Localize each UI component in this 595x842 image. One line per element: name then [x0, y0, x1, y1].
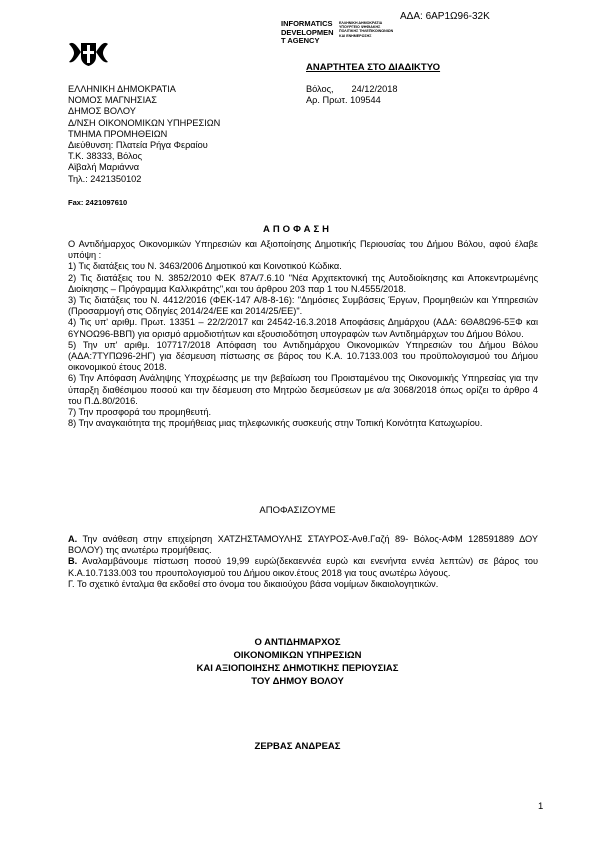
- document-title: ΑΠΟΦΑΣΗ: [262, 224, 333, 235]
- header-line: Αϊβαλή Μαριάννα: [68, 162, 140, 173]
- sender-address-block: [68, 84, 220, 185]
- consideration-item: 5) Την υπ' αριθμ. 107717/2018 Απόφαση του Αντιδημάρχου Οικονομικών Υπηρεσιών του Δήμου Βόλου (ΑΔΑ:7ΤΥΠΩ96-2ΗΓ) για δέσμευση πίστωσης σε βάρος του Κ.Α. 10.7133.003 του προϋπολογισμού του Δήμου οικονομικού έτους 2018.: [68, 339, 538, 373]
- intro-paragraph: Ο Αντιδήμαρχος Οικονομικών Υπηρεσιών και Αξιοποίησης Δημοτικής Περιουσίας του Δήμου Βόλου, αφού έλαβε υπόψη :: [68, 239, 538, 261]
- header-line: ΤΜΗΜΑ ΠΡΟΜΗΘΕΙΩΝ: [68, 128, 168, 139]
- document-date: Βόλος, 24/12/2018: [306, 84, 398, 94]
- consideration-item: 2) Τις διατάξεις του Ν. 3852/2010 ΦΕΚ 87Α/7.6.10 "Νέα Αρχιτεκτονική της Αυτοδιοίκησης και Αποκεντρωμένης Διοίκησης – Πρόγραμμα Καλλικράτης",και του άρθρου 203 παρ 1 του Ν.4555/2018.: [68, 272, 538, 294]
- header-line: Τ.Κ. 38333, Βόλος: [68, 151, 143, 162]
- consideration-item: 1) Τις διατάξεις του Ν. 3463/2006 Δημοτικού και Κοινοτικού Κώδικα.: [68, 261, 342, 272]
- signer-name: ΖΕΡΒΑΣ ΑΝΔΡΕΑΣ: [254, 741, 341, 752]
- protocol-number: Αρ. Πρωτ. 109544: [306, 95, 381, 106]
- header-line: Τηλ.: 2421350102: [68, 173, 142, 184]
- informatics-agency-logo: INFORMATICS DEVELOPMEN T AGENCY: [281, 19, 334, 45]
- signature-line: ΚΑΙ ΑΞΙΟΠΟΙΗΣΗΣ ΔΗΜΟΤΙΚΗΣ ΠΕΡΙΟΥΣΙΑΣ: [196, 663, 399, 674]
- considerations-section: [68, 239, 538, 429]
- consideration-item: 3) Τις διατάξεις του Ν. 4412/2016 (ΦΕΚ-147 Α/8-8-16): "Δημόσιες Συμβάσεις Έργων, Προμηθειών και Υπηρεσιών (Προσαρμογή στις Οδηγίες 2014/24/ΕΕ και 2014/25/ΕΕ)".: [68, 295, 538, 317]
- greek-emblem-icon: [66, 38, 111, 68]
- agency-logo-subtext: ΕΛΛΗΝΙΚΗ ΔΗΜΟΚΡΑΤΙΑ ΥΠΟΥΡΓΕΙΟ ΨΗΦΙΑΚΗΣ ΠΟΛΙΤΙΚΗΣ ΤΗΛΕΠΙΚΟΙΝΩΝΙΩΝ ΚΑΙ ΕΝΗΜΕΡΩΣΗΣ: [339, 21, 394, 38]
- signature-line: ΤΟΥ ΔΗΜΟΥ ΒΟΛΟΥ: [251, 676, 344, 687]
- header-line: Δ/ΝΣΗ ΟΙΚΟΝΟΜΙΚΩΝ ΥΠΗΡΕΣΙΩΝ: [68, 117, 221, 128]
- date-protocol-block: [306, 84, 397, 106]
- signature-block: [0, 636, 595, 688]
- decision-c: Γ. Το σχετικό ένταλμα θα εκδοθεί στο όνομα του δικαιούχου βάσα νομίμων δικαιολογητικών.: [68, 578, 439, 589]
- consideration-item: 8) Την αναγκαιότητα της προμήθειας μιας τηλεφωνικής συσκευής στην Τοπική Κοινότητα Κατωχωρίου.: [68, 418, 483, 429]
- signature-line: ΟΙΚΟΝΟΜΙΚΩΝ ΥΠΗΡΕΣΙΩΝ: [233, 650, 362, 661]
- decision-b: Β. Αναλαμβάνουμε πίστωση ποσού 19,99 ευρώ(δεκαεννέα ευρώ και ενενήντα εννέα λεπτών) σε βάρος του Κ.Α.10.7133.003 του προυπολογισμού του Δήμου οικον.έτους 2018 για τους ανωτέρω λόγους.: [68, 556, 538, 578]
- header-line: Διεύθυνση: Πλατεία Ρήγα Φεραίου: [68, 140, 208, 151]
- header-line: ΔΗΜΟΣ ΒΟΛΟΥ: [68, 106, 136, 117]
- consideration-item: 7) Την προσφορά του προμηθευτή.: [68, 407, 212, 418]
- decision-heading: ΑΠΟΦΑΣΙΖΟΥΜΕ: [259, 505, 336, 516]
- header-line: ΕΛΛΗΝΙΚΗ ΔΗΜΟΚΡΑΤΙΑ: [68, 84, 176, 94]
- fax-number: Fax: 2421097610: [68, 198, 128, 207]
- header-line: ΝΟΜΟΣ ΜΑΓΝΗΣΙΑΣ: [68, 95, 157, 106]
- ada-code: ΑΔΑ: 6ΑΡ1Ω96-32Κ: [400, 11, 490, 22]
- consideration-item: 4) Τις υπ' αριθμ. Πρωτ. 13351 – 22/2/2017 και 24542-16.3.2018 Αποφάσεις Δημάρχου (ΑΔΑ: 6ΘΑ8Ω96-5ΞΦ και 6ΥΝΟΩ96-ΒΒΠ) για ορισμό αρμοδιοτήτων και εξουσιοδότηση υπογραφών των Αντιδημάρχων του Δήμου Βόλου.: [68, 317, 538, 339]
- page-number: 1: [538, 801, 544, 812]
- decision-a: Α. Την ανάθεση στην επιχείρηση ΧΑΤΖΗΣΤΑΜΟΥΛΗΣ ΣΤΑΥΡΟΣ-Ανθ.Γαζή 89- Βόλος-ΑΦΜ 128591889 ΔΟΥ ΒΟΛΟΥ) της ανωτέρω προμήθειας.: [68, 534, 538, 556]
- consideration-item: 6) Την Απόφαση Ανάληψης Υποχρέωσης με την βεβαίωση του Προισταμένου της Οικονομικής Υπηρεσίας για την ύπαρξη διαθέσιμου ποσού και την δέσμευση στο Μητρώο δεσμεύσεων με α/α 3068/2018 όπως ορίζει το άρθρο 4 του Π.Δ.80/2016.: [68, 373, 538, 406]
- posting-notice: ΑΝΑΡΤΗΤΕΑ ΣΤΟ ΔΙΑΔΙΚΤΥΟ: [306, 62, 441, 73]
- decisions-section: [68, 534, 538, 590]
- signature-line: Ο ΑΝΤΙΔΗΜΑΡΧΟΣ: [254, 637, 341, 648]
